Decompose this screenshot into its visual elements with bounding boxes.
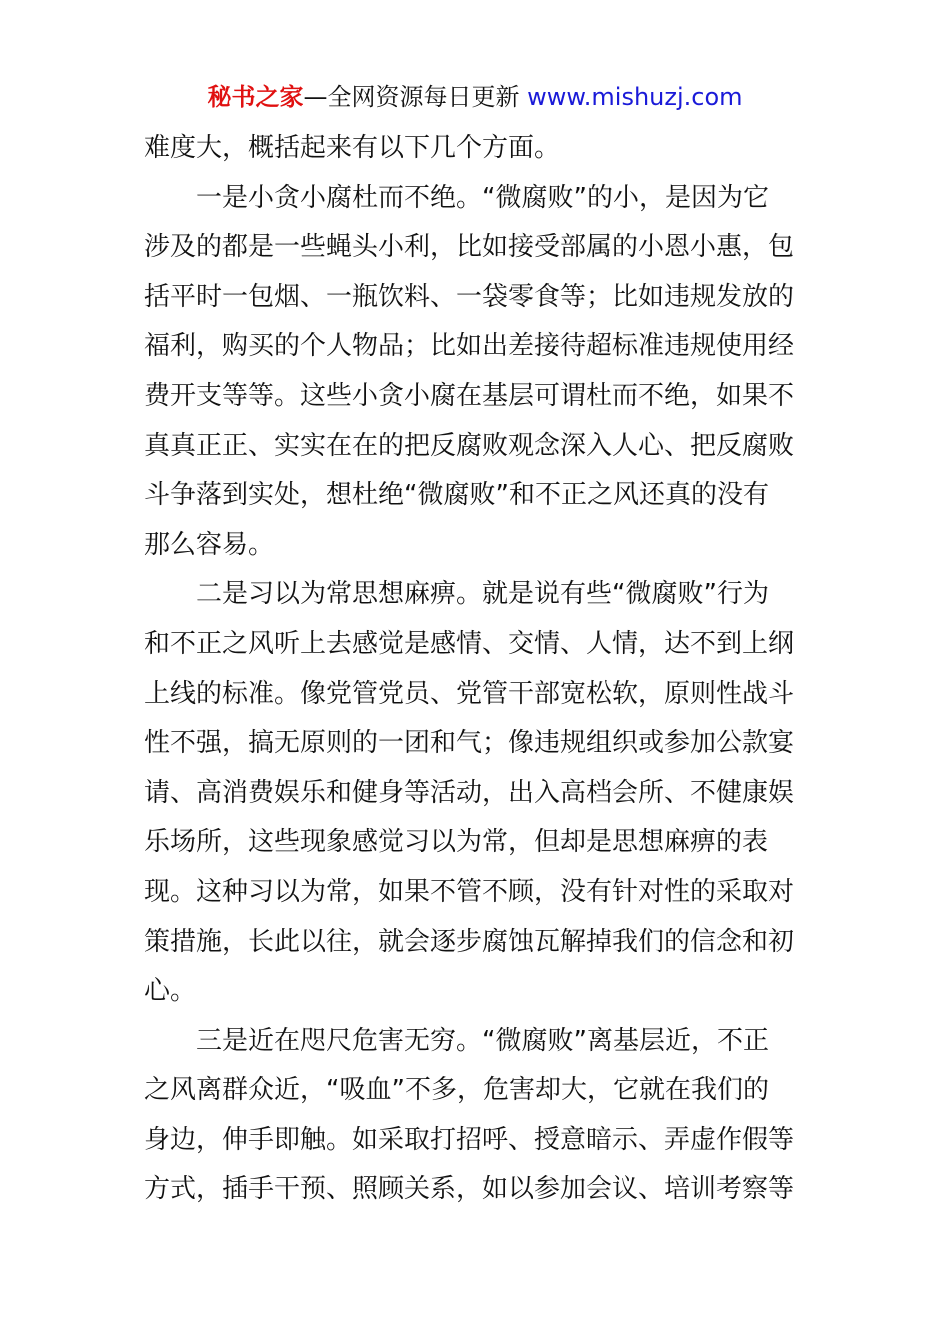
text-line: 策措施，长此以往，就会逐步腐蚀瓦解掉我们的信念和初: [144, 926, 795, 957]
text-line: 心。: [144, 976, 197, 1007]
text-line: 难度大，概括起来有以下几个方面。: [144, 133, 561, 163]
brand-name: 秘书之家: [207, 83, 304, 111]
text-line: 请、高消费娱乐和健身等活动，出入高档会所、不健康娱: [144, 777, 795, 808]
text-line: 二是习以为常思想麻痹。就是说有些“微腐败”行为: [196, 579, 769, 610]
header-tagline: —全网资源每日更新: [303, 83, 528, 111]
text-line: 括平时一包烟、一瓶饮料、一袋零食等；比如违规发放的: [144, 281, 795, 312]
text-line: 方式，插手干预、照顾关系，如以参加会议、培训考察等: [144, 1174, 795, 1205]
site-header: [0, 80, 950, 114]
text-line: 斗争落到实处，想杜绝“微腐败”和不正之风还真的没有: [144, 480, 769, 511]
text-line: 真真正正、实实在在的把反腐败观念深入人心、把反腐败: [144, 430, 795, 461]
text-line: 身边，伸手即触。如采取打招呼、授意暗示、弄虚作假等: [144, 1124, 795, 1155]
text-line: 涉及的都是一些蝇头小利，比如接受部属的小恩小惠，包: [144, 232, 795, 263]
text-line: 上线的标准。像党管党员、党管干部宽松软，原则性战斗: [144, 678, 795, 709]
text-line: 乐场所，这些现象感觉习以为常，但却是思想麻痹的表: [144, 827, 769, 858]
text-line: 那么容易。: [144, 529, 275, 560]
text-line: 费开支等等。这些小贪小腐在基层可谓杜而不绝，如果不: [144, 380, 795, 411]
text-line: 现。这种习以为常，如果不管不顾，没有针对性的采取对: [144, 876, 795, 907]
text-line: 之风离群众近，“吸血”不多，危害却大，它就在我们的: [144, 1075, 769, 1106]
text-line: 三是近在咫尺危害无穷。“微腐败”离基层近，不正: [196, 1025, 769, 1056]
text-line: 福利，购买的个人物品；比如出差接待超标准违规使用经: [144, 331, 795, 362]
site-url-link[interactable]: www.mishuzj.com: [527, 83, 743, 111]
text-line: 性不强，搞无原则的一团和气；像违规组织或参加公款宴: [144, 728, 795, 759]
text-line: 一是小贪小腐杜而不绝。“微腐败”的小，是因为它: [196, 182, 769, 213]
text-line: 和不正之风听上去感觉是感情、交情、人情，达不到上纲: [144, 628, 795, 659]
document-body: [144, 124, 808, 1215]
